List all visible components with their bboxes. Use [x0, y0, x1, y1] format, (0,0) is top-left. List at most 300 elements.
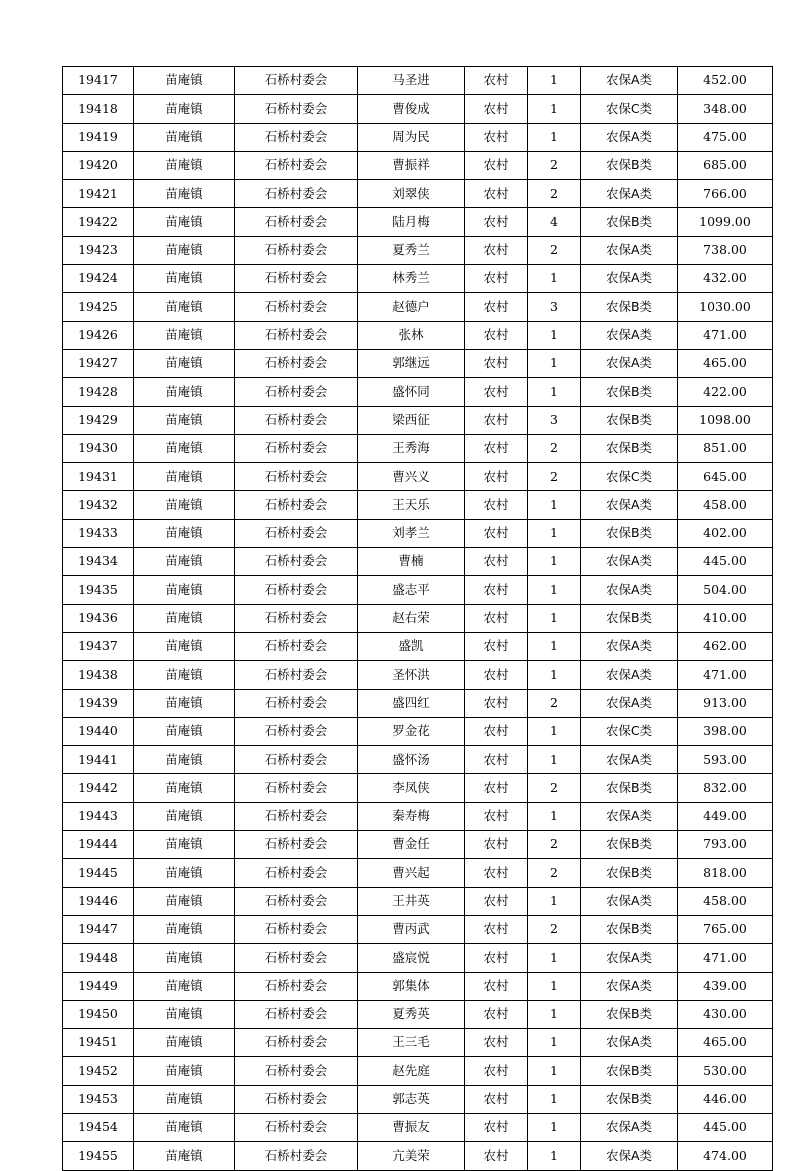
cell-town: 苗庵镇	[134, 321, 235, 349]
cell-village: 石桥村委会	[235, 944, 358, 972]
cell-id: 19419	[63, 123, 134, 151]
cell-category: 农保A类	[581, 802, 678, 830]
cell-type: 农村	[465, 434, 528, 462]
cell-amount: 465.00	[678, 1029, 773, 1057]
cell-village: 石桥村委会	[235, 1029, 358, 1057]
cell-amount: 458.00	[678, 491, 773, 519]
cell-amount: 1099.00	[678, 208, 773, 236]
cell-town: 苗庵镇	[134, 689, 235, 717]
cell-count: 1	[528, 95, 581, 123]
cell-town: 苗庵镇	[134, 944, 235, 972]
cell-count: 2	[528, 774, 581, 802]
cell-village: 石桥村委会	[235, 491, 358, 519]
table-row	[63, 548, 773, 576]
cell-name: 王三毛	[358, 1029, 465, 1057]
table-row	[63, 265, 773, 293]
table-row	[63, 463, 773, 491]
cell-village: 石桥村委会	[235, 406, 358, 434]
cell-id: 19430	[63, 434, 134, 462]
cell-town: 苗庵镇	[134, 434, 235, 462]
cell-type: 农村	[465, 632, 528, 660]
table-row	[63, 95, 773, 123]
cell-type: 农村	[465, 944, 528, 972]
cell-amount: 402.00	[678, 519, 773, 547]
cell-name: 曹丙武	[358, 915, 465, 943]
cell-id: 19447	[63, 915, 134, 943]
cell-name: 盛四红	[358, 689, 465, 717]
cell-village: 石桥村委会	[235, 265, 358, 293]
cell-name: 王天乐	[358, 491, 465, 519]
cell-name: 赵右荣	[358, 604, 465, 632]
cell-name: 林秀兰	[358, 265, 465, 293]
cell-id: 19443	[63, 802, 134, 830]
cell-name: 盛怀同	[358, 378, 465, 406]
cell-town: 苗庵镇	[134, 915, 235, 943]
cell-category: 农保A类	[581, 576, 678, 604]
cell-name: 郭志英	[358, 1085, 465, 1113]
cell-id: 19442	[63, 774, 134, 802]
table-row	[63, 67, 773, 95]
cell-name: 盛怀汤	[358, 746, 465, 774]
cell-id: 19436	[63, 604, 134, 632]
cell-type: 农村	[465, 1113, 528, 1141]
cell-amount: 446.00	[678, 1085, 773, 1113]
cell-amount: 832.00	[678, 774, 773, 802]
table-row	[63, 1057, 773, 1085]
cell-town: 苗庵镇	[134, 1029, 235, 1057]
cell-id: 19438	[63, 661, 134, 689]
cell-count: 2	[528, 463, 581, 491]
cell-id: 19435	[63, 576, 134, 604]
cell-village: 石桥村委会	[235, 67, 358, 95]
cell-type: 农村	[465, 1000, 528, 1028]
cell-count: 1	[528, 519, 581, 547]
cell-town: 苗庵镇	[134, 349, 235, 377]
cell-town: 苗庵镇	[134, 180, 235, 208]
cell-count: 1	[528, 604, 581, 632]
cell-category: 农保B类	[581, 151, 678, 179]
cell-name: 盛志平	[358, 576, 465, 604]
table-row	[63, 972, 773, 1000]
cell-name: 周为民	[358, 123, 465, 151]
cell-name: 王井英	[358, 887, 465, 915]
cell-name: 郭继远	[358, 349, 465, 377]
cell-village: 石桥村委会	[235, 661, 358, 689]
cell-count: 2	[528, 236, 581, 264]
cell-category: 农保C类	[581, 717, 678, 745]
cell-town: 苗庵镇	[134, 831, 235, 859]
cell-type: 农村	[465, 689, 528, 717]
cell-count: 1	[528, 972, 581, 1000]
cell-count: 1	[528, 887, 581, 915]
cell-type: 农村	[465, 1029, 528, 1057]
cell-type: 农村	[465, 463, 528, 491]
cell-name: 罗金花	[358, 717, 465, 745]
cell-type: 农村	[465, 349, 528, 377]
cell-category: 农保A类	[581, 236, 678, 264]
table-row	[63, 349, 773, 377]
cell-category: 农保A类	[581, 689, 678, 717]
cell-category: 农保B类	[581, 293, 678, 321]
cell-village: 石桥村委会	[235, 1000, 358, 1028]
cell-amount: 445.00	[678, 548, 773, 576]
cell-category: 农保B类	[581, 604, 678, 632]
cell-id: 19426	[63, 321, 134, 349]
cell-id: 19431	[63, 463, 134, 491]
table-row	[63, 661, 773, 689]
cell-town: 苗庵镇	[134, 406, 235, 434]
cell-type: 农村	[465, 548, 528, 576]
cell-village: 石桥村委会	[235, 859, 358, 887]
cell-town: 苗庵镇	[134, 774, 235, 802]
cell-village: 石桥村委会	[235, 717, 358, 745]
table-row	[63, 434, 773, 462]
cell-village: 石桥村委会	[235, 576, 358, 604]
cell-id: 19452	[63, 1057, 134, 1085]
cell-village: 石桥村委会	[235, 887, 358, 915]
cell-type: 农村	[465, 802, 528, 830]
cell-name: 盛宸悦	[358, 944, 465, 972]
cell-amount: 818.00	[678, 859, 773, 887]
cell-type: 农村	[465, 1085, 528, 1113]
cell-amount: 445.00	[678, 1113, 773, 1141]
cell-category: 农保A类	[581, 1142, 678, 1170]
cell-category: 农保A类	[581, 1029, 678, 1057]
cell-type: 农村	[465, 151, 528, 179]
cell-name: 曹俊成	[358, 95, 465, 123]
cell-type: 农村	[465, 95, 528, 123]
cell-name: 梁西征	[358, 406, 465, 434]
cell-amount: 471.00	[678, 944, 773, 972]
cell-amount: 766.00	[678, 180, 773, 208]
cell-town: 苗庵镇	[134, 548, 235, 576]
table-row	[63, 519, 773, 547]
cell-count: 1	[528, 746, 581, 774]
cell-count: 1	[528, 802, 581, 830]
cell-village: 石桥村委会	[235, 293, 358, 321]
cell-village: 石桥村委会	[235, 915, 358, 943]
cell-id: 19425	[63, 293, 134, 321]
cell-town: 苗庵镇	[134, 661, 235, 689]
cell-count: 1	[528, 321, 581, 349]
cell-town: 苗庵镇	[134, 887, 235, 915]
cell-name: 曹兴起	[358, 859, 465, 887]
table-row	[63, 406, 773, 434]
cell-type: 农村	[465, 180, 528, 208]
cell-count: 2	[528, 859, 581, 887]
cell-count: 2	[528, 915, 581, 943]
cell-village: 石桥村委会	[235, 774, 358, 802]
cell-town: 苗庵镇	[134, 151, 235, 179]
cell-category: 农保B类	[581, 1085, 678, 1113]
table-row	[63, 944, 773, 972]
cell-name: 盛凯	[358, 632, 465, 660]
cell-category: 农保B类	[581, 406, 678, 434]
table-row	[63, 632, 773, 660]
cell-town: 苗庵镇	[134, 1085, 235, 1113]
cell-village: 石桥村委会	[235, 434, 358, 462]
cell-id: 19451	[63, 1029, 134, 1057]
cell-amount: 474.00	[678, 1142, 773, 1170]
table-row	[63, 1029, 773, 1057]
cell-id: 19439	[63, 689, 134, 717]
cell-name: 曹兴义	[358, 463, 465, 491]
cell-id: 19433	[63, 519, 134, 547]
table-row	[63, 378, 773, 406]
cell-name: 李凤侠	[358, 774, 465, 802]
cell-category: 农保C类	[581, 463, 678, 491]
cell-count: 1	[528, 576, 581, 604]
cell-type: 农村	[465, 123, 528, 151]
cell-id: 19423	[63, 236, 134, 264]
cell-id: 19432	[63, 491, 134, 519]
cell-type: 农村	[465, 293, 528, 321]
cell-name: 圣怀洪	[358, 661, 465, 689]
table-row	[63, 915, 773, 943]
cell-count: 1	[528, 1142, 581, 1170]
cell-category: 农保A类	[581, 123, 678, 151]
cell-amount: 851.00	[678, 434, 773, 462]
cell-id: 19422	[63, 208, 134, 236]
cell-amount: 738.00	[678, 236, 773, 264]
table-row	[63, 717, 773, 745]
cell-id: 19446	[63, 887, 134, 915]
cell-name: 夏秀兰	[358, 236, 465, 264]
cell-town: 苗庵镇	[134, 802, 235, 830]
cell-name: 张林	[358, 321, 465, 349]
cell-count: 1	[528, 378, 581, 406]
cell-type: 农村	[465, 604, 528, 632]
cell-count: 1	[528, 1085, 581, 1113]
subsidy-roster-table	[62, 66, 773, 1171]
cell-village: 石桥村委会	[235, 208, 358, 236]
table-row	[63, 293, 773, 321]
cell-name: 赵先庭	[358, 1057, 465, 1085]
cell-category: 农保B类	[581, 859, 678, 887]
cell-type: 农村	[465, 576, 528, 604]
cell-id: 19449	[63, 972, 134, 1000]
cell-category: 农保B类	[581, 1000, 678, 1028]
cell-amount: 452.00	[678, 67, 773, 95]
cell-category: 农保B类	[581, 915, 678, 943]
cell-category: 农保A类	[581, 548, 678, 576]
table-row	[63, 746, 773, 774]
cell-category: 农保C类	[581, 95, 678, 123]
cell-name: 刘翠侠	[358, 180, 465, 208]
cell-amount: 471.00	[678, 321, 773, 349]
cell-amount: 685.00	[678, 151, 773, 179]
cell-count: 1	[528, 944, 581, 972]
cell-name: 曹振祥	[358, 151, 465, 179]
cell-type: 农村	[465, 661, 528, 689]
cell-count: 1	[528, 123, 581, 151]
table-row	[63, 689, 773, 717]
cell-count: 1	[528, 661, 581, 689]
table-row	[63, 1113, 773, 1141]
cell-category: 农保A类	[581, 321, 678, 349]
cell-amount: 471.00	[678, 661, 773, 689]
cell-town: 苗庵镇	[134, 378, 235, 406]
cell-amount: 439.00	[678, 972, 773, 1000]
cell-type: 农村	[465, 887, 528, 915]
cell-count: 1	[528, 548, 581, 576]
cell-town: 苗庵镇	[134, 604, 235, 632]
table-row	[63, 859, 773, 887]
cell-town: 苗庵镇	[134, 519, 235, 547]
cell-town: 苗庵镇	[134, 293, 235, 321]
cell-amount: 593.00	[678, 746, 773, 774]
cell-count: 2	[528, 831, 581, 859]
cell-village: 石桥村委会	[235, 236, 358, 264]
cell-type: 农村	[465, 972, 528, 1000]
cell-type: 农村	[465, 378, 528, 406]
cell-id: 19420	[63, 151, 134, 179]
cell-category: 农保B类	[581, 378, 678, 406]
cell-count: 4	[528, 208, 581, 236]
cell-town: 苗庵镇	[134, 1057, 235, 1085]
cell-id: 19428	[63, 378, 134, 406]
table-row	[63, 887, 773, 915]
cell-category: 农保B类	[581, 774, 678, 802]
cell-category: 农保A类	[581, 349, 678, 377]
cell-town: 苗庵镇	[134, 491, 235, 519]
cell-id: 19453	[63, 1085, 134, 1113]
cell-amount: 504.00	[678, 576, 773, 604]
table-row	[63, 1000, 773, 1028]
cell-amount: 765.00	[678, 915, 773, 943]
cell-village: 石桥村委会	[235, 180, 358, 208]
cell-type: 农村	[465, 746, 528, 774]
cell-amount: 475.00	[678, 123, 773, 151]
cell-amount: 432.00	[678, 265, 773, 293]
cell-count: 1	[528, 717, 581, 745]
cell-name: 曹振友	[358, 1113, 465, 1141]
cell-town: 苗庵镇	[134, 463, 235, 491]
cell-amount: 1098.00	[678, 406, 773, 434]
cell-category: 农保A类	[581, 944, 678, 972]
cell-count: 1	[528, 349, 581, 377]
cell-category: 农保A类	[581, 67, 678, 95]
cell-name: 亢美荣	[358, 1142, 465, 1170]
cell-type: 农村	[465, 859, 528, 887]
cell-type: 农村	[465, 208, 528, 236]
cell-category: 农保A类	[581, 632, 678, 660]
table-row	[63, 1142, 773, 1170]
cell-type: 农村	[465, 774, 528, 802]
cell-count: 2	[528, 689, 581, 717]
table-row	[63, 151, 773, 179]
cell-name: 曹楠	[358, 548, 465, 576]
cell-village: 石桥村委会	[235, 802, 358, 830]
cell-type: 农村	[465, 67, 528, 95]
cell-village: 石桥村委会	[235, 321, 358, 349]
table-row	[63, 321, 773, 349]
cell-category: 农保B类	[581, 1057, 678, 1085]
cell-count: 3	[528, 406, 581, 434]
cell-id: 19427	[63, 349, 134, 377]
cell-town: 苗庵镇	[134, 717, 235, 745]
cell-type: 农村	[465, 717, 528, 745]
cell-count: 1	[528, 265, 581, 293]
cell-id: 19448	[63, 944, 134, 972]
cell-count: 2	[528, 180, 581, 208]
cell-id: 19454	[63, 1113, 134, 1141]
cell-id: 19418	[63, 95, 134, 123]
cell-category: 农保B类	[581, 519, 678, 547]
cell-id: 19450	[63, 1000, 134, 1028]
cell-town: 苗庵镇	[134, 208, 235, 236]
cell-amount: 422.00	[678, 378, 773, 406]
cell-amount: 449.00	[678, 802, 773, 830]
cell-category: 农保A类	[581, 265, 678, 293]
cell-village: 石桥村委会	[235, 349, 358, 377]
cell-category: 农保A类	[581, 972, 678, 1000]
cell-town: 苗庵镇	[134, 236, 235, 264]
cell-category: 农保B类	[581, 208, 678, 236]
cell-name: 赵德户	[358, 293, 465, 321]
table-row	[63, 604, 773, 632]
cell-amount: 398.00	[678, 717, 773, 745]
cell-id: 19437	[63, 632, 134, 660]
cell-village: 石桥村委会	[235, 95, 358, 123]
cell-category: 农保B类	[581, 831, 678, 859]
cell-name: 马圣进	[358, 67, 465, 95]
cell-count: 2	[528, 151, 581, 179]
cell-count: 3	[528, 293, 581, 321]
cell-amount: 458.00	[678, 887, 773, 915]
cell-village: 石桥村委会	[235, 519, 358, 547]
cell-type: 农村	[465, 831, 528, 859]
cell-name: 曹金任	[358, 831, 465, 859]
cell-village: 石桥村委会	[235, 746, 358, 774]
cell-town: 苗庵镇	[134, 859, 235, 887]
cell-town: 苗庵镇	[134, 67, 235, 95]
cell-type: 农村	[465, 406, 528, 434]
cell-id: 19455	[63, 1142, 134, 1170]
cell-village: 石桥村委会	[235, 1113, 358, 1141]
cell-category: 农保A类	[581, 661, 678, 689]
cell-id: 19434	[63, 548, 134, 576]
cell-name: 王秀海	[358, 434, 465, 462]
cell-town: 苗庵镇	[134, 972, 235, 1000]
cell-category: 农保A类	[581, 180, 678, 208]
cell-town: 苗庵镇	[134, 123, 235, 151]
cell-id: 19429	[63, 406, 134, 434]
cell-type: 农村	[465, 1057, 528, 1085]
cell-id: 19441	[63, 746, 134, 774]
cell-id: 19445	[63, 859, 134, 887]
table-row	[63, 802, 773, 830]
cell-town: 苗庵镇	[134, 95, 235, 123]
cell-amount: 462.00	[678, 632, 773, 660]
cell-id: 19440	[63, 717, 134, 745]
cell-count: 1	[528, 67, 581, 95]
cell-town: 苗庵镇	[134, 1142, 235, 1170]
cell-type: 农村	[465, 519, 528, 547]
cell-town: 苗庵镇	[134, 1113, 235, 1141]
cell-amount: 530.00	[678, 1057, 773, 1085]
cell-category: 农保A类	[581, 887, 678, 915]
cell-village: 石桥村委会	[235, 151, 358, 179]
cell-name: 夏秀英	[358, 1000, 465, 1028]
cell-amount: 913.00	[678, 689, 773, 717]
cell-type: 农村	[465, 265, 528, 293]
cell-type: 农村	[465, 321, 528, 349]
cell-type: 农村	[465, 491, 528, 519]
cell-town: 苗庵镇	[134, 576, 235, 604]
table-body	[63, 67, 773, 1171]
cell-id: 19444	[63, 831, 134, 859]
